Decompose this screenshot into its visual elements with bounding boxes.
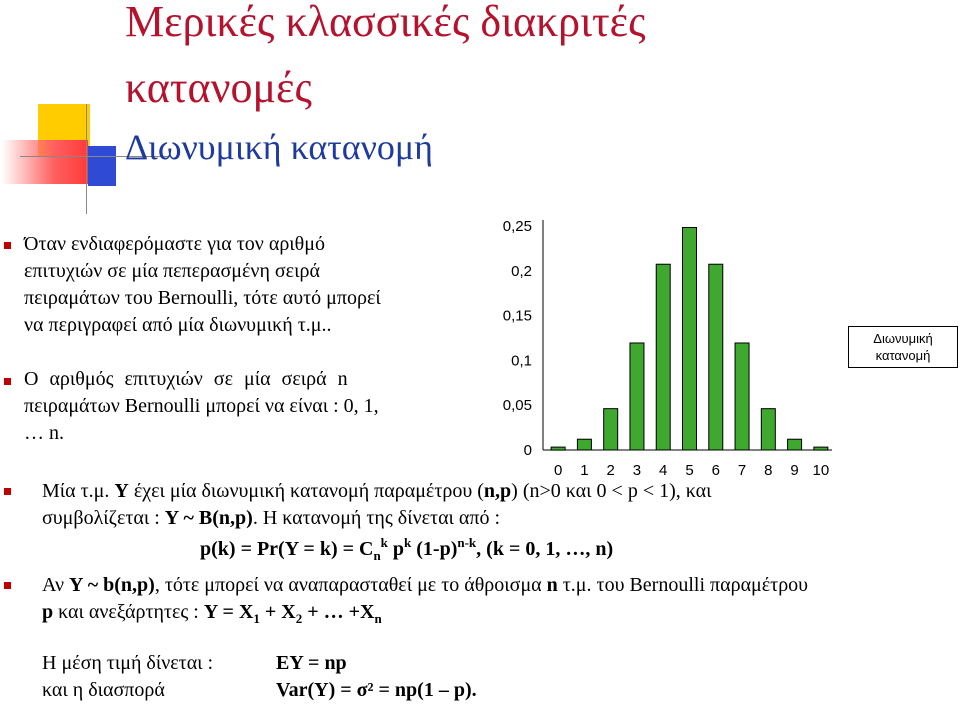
mean-formula: EY = np bbox=[276, 652, 347, 674]
b4-text: και ανεξάρτητες : bbox=[53, 601, 204, 623]
x-tick-label: 1 bbox=[580, 462, 589, 479]
b3-text: έχει μία διωνυμική κατανομή παραμέτρου ( bbox=[128, 480, 484, 502]
b4-text: , τότε μπορεί να αναπαρασταθεί με το άθροισμα bbox=[154, 574, 547, 596]
binomial-bar-chart bbox=[480, 210, 840, 482]
decor-red-square bbox=[2, 140, 88, 184]
pmf-sup-k: k bbox=[380, 535, 388, 550]
pmf-sup-nk: n-k bbox=[457, 535, 477, 550]
x-tick-label: 9 bbox=[790, 462, 799, 479]
mean-label: Η μέση τιμή δίνεται : bbox=[42, 652, 214, 674]
pmf-lhs: p(k) = Pr(Y = k) = C bbox=[200, 538, 374, 560]
sum-lhs: Y = X bbox=[203, 601, 254, 623]
b3-text: συμβολίζεται : bbox=[42, 507, 165, 529]
pmf-sup-k: k bbox=[404, 535, 412, 550]
x-tick-label: 0 bbox=[553, 462, 563, 479]
x-tick-label: 10 bbox=[812, 462, 830, 479]
bullet1-line: πειραμάτων του Bernoulli, τότε αυτό μπορεί bbox=[24, 287, 381, 309]
x-tick-label: 3 bbox=[632, 462, 642, 479]
bullet-marker bbox=[4, 582, 11, 589]
y-tick-label: 0,1 bbox=[511, 352, 532, 370]
b3-y: Y bbox=[114, 480, 129, 502]
legend-label-line1: Διωνυμική bbox=[873, 331, 933, 346]
binomial-pmf-formula bbox=[200, 536, 613, 564]
bar-k-4 bbox=[656, 264, 670, 450]
y-tick-label: 0 bbox=[523, 442, 532, 459]
bullet1-text bbox=[24, 231, 381, 339]
bar-k-9 bbox=[788, 439, 802, 450]
bullet4-text bbox=[42, 572, 808, 627]
x-tick-label: 8 bbox=[764, 462, 773, 479]
x-tick-label: 7 bbox=[737, 462, 747, 479]
sum-sub: 2 bbox=[295, 611, 303, 626]
bullet1-line: επιτυχιών σε μία πεπερασμένη σειρά bbox=[24, 260, 320, 282]
decor-blue-square bbox=[88, 146, 116, 186]
y-tick-label: 0,25 bbox=[502, 218, 532, 235]
sum-plus: + … +X bbox=[302, 601, 375, 623]
bar-k-8 bbox=[761, 409, 775, 450]
bullet3-text bbox=[42, 478, 712, 532]
bullet1-line: Όταν ενδιαφερόμαστε για τον αριθμό bbox=[24, 233, 325, 255]
sum-plus: + X bbox=[259, 601, 296, 623]
bar-k-5 bbox=[683, 227, 697, 450]
pmf-q: (1-p) bbox=[411, 538, 458, 560]
y-tick-label: 0,2 bbox=[511, 262, 532, 280]
bullet-marker bbox=[4, 378, 11, 385]
x-tick-label: 5 bbox=[685, 462, 694, 479]
bullet2-text bbox=[24, 366, 379, 447]
pmf-p: p bbox=[387, 538, 405, 560]
bullet-marker bbox=[4, 488, 11, 495]
b3-np: n,p bbox=[483, 480, 512, 502]
variance-label: και η διασπορά bbox=[42, 679, 165, 701]
x-tick-label: 4 bbox=[659, 462, 668, 479]
bar-k-1 bbox=[577, 439, 591, 450]
b4-text: Αν bbox=[42, 574, 70, 596]
x-tick-label: 2 bbox=[606, 462, 615, 479]
x-tick-label: 6 bbox=[711, 462, 720, 479]
decor-vertical-line bbox=[86, 104, 87, 214]
b3-text: Μία τ.μ. bbox=[42, 480, 115, 502]
sum-sub: 1 bbox=[253, 611, 260, 626]
bar-k-6 bbox=[709, 264, 723, 450]
bar-k-7 bbox=[735, 343, 749, 450]
bullet1-line: να περιγραφεί από μία διωνυμική τ.μ.. bbox=[24, 314, 332, 336]
bar-k-2 bbox=[604, 409, 618, 450]
bullet-marker bbox=[4, 242, 11, 249]
pmf-tail: , (k = 0, 1, …, n) bbox=[476, 538, 614, 560]
bullet2-line: … n. bbox=[24, 422, 64, 444]
bullet2-line: πειραμάτων Bernoulli μπορεί να είναι : 0, 1, bbox=[24, 395, 379, 417]
b4-p: p bbox=[42, 601, 54, 623]
legend-label-line2: κατανομή bbox=[875, 348, 931, 363]
b4-text: τ.μ. του Bernoulli παραμέτρου bbox=[557, 574, 809, 596]
sum-sub: n bbox=[374, 611, 382, 626]
b3-text: ) (n>0 και 0 < p < 1), και bbox=[511, 480, 712, 502]
pmf-sub-n: n bbox=[373, 548, 381, 563]
b3-text: . Η κατανομή της δίνεται από : bbox=[252, 507, 501, 529]
b4-notation: Y ~ b(n,p) bbox=[69, 574, 155, 596]
slide-subtitle: Διωνυμική κατανομή bbox=[125, 127, 434, 167]
slide-title-line2: κατανομές bbox=[125, 63, 312, 112]
chart-legend bbox=[848, 326, 958, 368]
y-tick-label: 0,15 bbox=[502, 307, 532, 325]
variance-formula: Var(Y) = σ² = np(1 – p). bbox=[276, 679, 477, 701]
slide-title-line1: Μερικές κλασσικές διακριτές bbox=[125, 0, 646, 46]
bar-k-10 bbox=[814, 447, 828, 450]
b3-notation: Y ~ B(n,p) bbox=[164, 507, 253, 529]
b4-n: n bbox=[546, 574, 558, 596]
bullet2-line: Ο αριθμός επιτυχιών σε μία σειρά n bbox=[24, 368, 348, 390]
bar-k-3 bbox=[630, 343, 644, 450]
bar-k-0 bbox=[551, 447, 565, 450]
y-tick-label: 0,05 bbox=[502, 397, 532, 415]
